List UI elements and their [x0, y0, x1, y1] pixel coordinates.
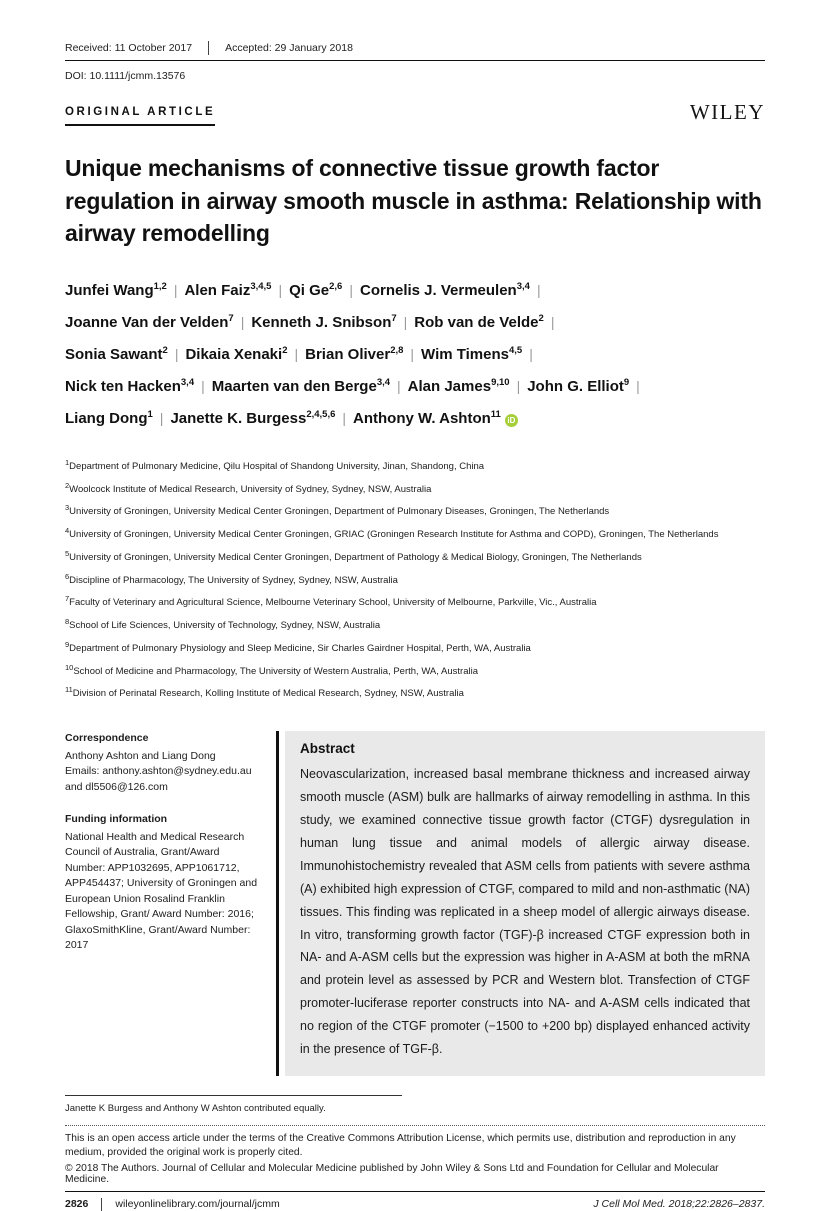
meta-divider: [208, 41, 209, 55]
author-line: [65, 305, 765, 337]
author-line: [65, 273, 765, 305]
correspondence-abstract-section: [65, 731, 765, 1076]
open-access-statement: This is an open access article under the terms of the Creative Commons Attribution License, which permits use, distribution and reproduction in any medium, provided the original work is properly cited.: [65, 1133, 736, 1158]
funding-heading: Funding information: [65, 813, 168, 826]
author-name: Sonia Sawant$^2$: [65, 344, 168, 363]
wiley-logo: WILEY: [689, 100, 765, 124]
author-name: Junfei Wang$^{1,2}$: [65, 280, 167, 299]
affiliation-number: 4: [65, 526, 70, 536]
affiliation-list: [65, 454, 765, 704]
author-affiliation-superscript: 1: [147, 408, 153, 420]
author-name: Dikaia Xenaki$^2$: [185, 344, 288, 363]
author-affiliation-superscript: 9,10: [491, 376, 510, 388]
author-name: Qi Ge$^{2,6}$: [289, 280, 343, 299]
correspondence-line: Anthony Ashton and Liang Dong: [65, 749, 216, 762]
author-separator: |: [240, 313, 245, 330]
author-separator: |: [536, 281, 541, 298]
author-affiliation-superscript: 2: [538, 312, 544, 324]
author-line: [65, 401, 765, 433]
page-footer: [65, 1192, 765, 1211]
author-affiliation-superscript: 3,4,5: [250, 280, 272, 292]
affiliation-number: 10: [65, 662, 74, 672]
author-affiliation-superscript: 11: [490, 408, 501, 420]
author-separator: |: [410, 345, 415, 362]
affiliation-number: 9: [65, 639, 70, 649]
article-type-label: ORIGINAL ARTICLE: [65, 106, 215, 126]
author-affiliation-superscript: 2: [282, 344, 288, 356]
left-column: [65, 731, 262, 1076]
correspondence-line: Emails: anthony.ashton@sydney.edu.au and dl5506@126.com: [65, 765, 252, 793]
article-type-row: [65, 100, 765, 126]
affiliation-number: 7: [65, 594, 70, 604]
author-separator: |: [159, 409, 164, 426]
accepted-date: Accepted: 29 January 2018: [225, 42, 353, 54]
orcid-icon[interactable]: iD: [505, 414, 518, 427]
received-date: Received: 11 October 2017: [65, 42, 193, 54]
author-name: Alen Faiz$^{3,4,5}$: [184, 280, 272, 299]
author-affiliation-superscript: 2: [162, 344, 168, 356]
footer-left: [65, 1198, 280, 1211]
affiliation-item: $^{11}$Division of Perinatal Research, Kolling Institute of Medical Research, Sydney, NSW, Australia: [65, 685, 464, 700]
affiliation-item: $^9$Department of Pulmonary Physiology and Sleep Medicine, Sir Charles Gairdner Hospital, Perth, WA, Australia: [65, 639, 531, 655]
affiliation-number: 3: [65, 503, 70, 513]
affiliation-item: $^2$Woolcock Institute of Medical Research, University of Sydney, Sydney, NSW, Australia: [65, 480, 432, 495]
author-name: Anthony W. Ashton$^{11}$: [353, 408, 501, 427]
author-affiliation-superscript: 2,8: [390, 344, 404, 356]
footnote-rule: [65, 1095, 402, 1096]
dotted-divider: [65, 1125, 765, 1126]
author-name: Nick ten Hacken$^{3,4}$: [65, 376, 195, 395]
author-line: [65, 337, 765, 369]
author-affiliation-superscript: 1,2: [153, 280, 167, 292]
correspondence-body: [65, 749, 262, 796]
abstract-text: Neovascularization, increased basal membrane thickness and increased airway smooth muscle (ASM) bulk are hallmarks of airway remodelling in asthma. In this study, we examined connective tissue growth factor (CTGF) dysregulation in human lung tissue and animal models of allergic airway disease. Immunohistochemistry revealed that ASM cells from patients with severe asthma (A) exhibited high expression of CTGF, compared to mild and non-asthmatic (NA) tissues. This finding was replicated in a sheep model of allergic airways disease. In vitro, transforming growth factor (TGF)-β increased CTGF expression both in NA- and A-ASM cells but the expression was higher in A-ASM at both the mRNA and protein level as assessed by PCR and Western blot. Transfection of CTGF promoter-luciferase reporter constructs into NA- and A-ASM cells indicated that no region of the CTGF promoter (−1500 to +200 bp) displayed enhanced activity in the presence of TGF-β.: [300, 767, 750, 1057]
received-accepted-bar: [65, 41, 765, 61]
author-separator: |: [516, 377, 521, 394]
author-list: [65, 273, 765, 433]
author-name: Janette K. Burgess$^{2,4,5,6}$: [170, 408, 336, 427]
abstract-container: [276, 731, 765, 1076]
author-affiliation-superscript: 3,4: [376, 376, 391, 388]
author-separator: |: [349, 281, 353, 298]
author-affiliation-superscript: 7: [228, 312, 234, 324]
affiliation-item: $^5$University of Groningen, University Medical Center Groningen, Department of Pathology & Medical Biology, Groningen, The Netherlands: [65, 548, 642, 564]
author-name: Kenneth J. Snibson$^7$: [251, 312, 397, 331]
affiliation-number: 1: [65, 457, 70, 467]
affiliation-item: $^{10}$School of Medicine and Pharmacology, The University of Western Australia, Perth, WA, Australia: [65, 662, 478, 677]
abstract-heading: Abstract: [300, 741, 355, 757]
author-name: Maarten van den Berge$^{3,4}$: [211, 376, 391, 395]
author-separator: |: [636, 377, 640, 394]
author-separator: |: [278, 281, 283, 298]
affiliation-item: $^6$Discipline of Pharmacology, The University of Sydney, Sydney, NSW, Australia: [65, 571, 398, 586]
affiliation-item: $^4$University of Groningen, University Medical Center Groningen, GRIAC (Groningen Research Institute for Asthma and COPD), Groningen, The Netherlands: [65, 526, 719, 541]
journal-url[interactable]: wileyonlinelibrary.com/journal/jcmm: [115, 1198, 280, 1211]
author-name: Joanne Van der Velden$^7$: [65, 312, 234, 331]
page-number: 2826: [65, 1198, 89, 1211]
author-separator: |: [201, 377, 205, 394]
abstract-left-rule: [276, 731, 279, 1076]
citation: J Cell Mol Med. 2018;22:2826–2837.: [593, 1198, 765, 1211]
author-affiliation-superscript: 7: [391, 312, 397, 324]
author-affiliation-superscript: 3,4: [516, 280, 530, 292]
copyright-statement: © 2018 The Authors. Journal of Cellular and Molecular Medicine published by John Wiley & Sons Ltd and Foundation for Cellular and Molecular Medicine.: [65, 1162, 719, 1185]
author-separator: |: [174, 345, 179, 362]
equal-contribution-note: Janette K Burgess and Anthony W Ashton contributed equally.: [65, 1103, 326, 1114]
affiliation-number: 5: [65, 548, 70, 558]
author-name: John G. Elliot$^9$: [527, 376, 630, 395]
author-name: Alan James$^{9,10}$: [407, 376, 510, 395]
author-affiliation-superscript: 3,4: [180, 376, 195, 388]
author-name: Wim Timens$^{4,5}$: [421, 344, 523, 363]
author-separator: |: [529, 345, 533, 362]
author-separator: |: [173, 281, 178, 298]
affiliation-item: $^8$School of Life Sciences, University of Technology, Sydney, NSW, Australia: [65, 617, 381, 632]
abstract-box: [285, 731, 765, 1076]
correspondence-heading: Correspondence: [65, 732, 149, 745]
affiliation-item: $^3$University of Groningen, University Medical Center Groningen, Department of Pulmonary Diseases, Groningen, The Netherlands: [65, 503, 610, 518]
affiliation-item: $^1$Department of Pulmonary Medicine, Qilu Hospital of Shandong University, Jinan, Shandong, China: [65, 457, 485, 473]
author-affiliation-superscript: 4,5: [509, 344, 523, 356]
affiliation-number: 6: [65, 571, 70, 581]
affiliation-number: 8: [65, 617, 70, 627]
funding-section: [65, 812, 262, 954]
affiliation-number: 2: [65, 480, 70, 490]
article-title: Unique mechanisms of connective tissue growth factor regulation in airway smooth muscle in asthma: Relationship with airway remodelling: [65, 155, 762, 247]
author-line: [65, 369, 765, 401]
affiliation-item: $^7$Faculty of Veterinary and Agricultural Science, Melbourne Veterinary School, University of Melbourne, Parkville, Vic., Australia: [65, 594, 597, 609]
funding-body: National Health and Medical Research Council of Australia, Grant/Award Number: APP1032695, APP1061712, APP454437; University of Groningen and European Union Rosalind Franklin Fellowship, Grant/ Award Number: 2016; GlaxoSmithKline, Grant/Award Number: 2017: [65, 830, 258, 952]
author-name: Brian Oliver$^{2,8}$: [305, 344, 404, 363]
author-separator: |: [397, 377, 401, 394]
author-separator: |: [403, 313, 408, 330]
author-affiliation-superscript: 2,6: [329, 280, 343, 292]
author-separator: |: [550, 313, 555, 330]
author-separator: |: [294, 345, 299, 362]
author-name: Liang Dong$^1$: [65, 408, 153, 427]
doi: DOI: 10.1111/jcmm.13576: [65, 70, 186, 82]
author-separator: |: [342, 409, 347, 426]
author-name: Cornelis J. Vermeulen$^{3,4}$: [359, 280, 530, 299]
author-affiliation-superscript: 2,4,5,6: [306, 408, 336, 420]
author-affiliation-superscript: 9: [623, 376, 630, 388]
footer-divider: [101, 1198, 102, 1211]
affiliation-number: 11: [65, 685, 73, 695]
author-name: Rob van de Velde$^2$: [414, 312, 544, 331]
